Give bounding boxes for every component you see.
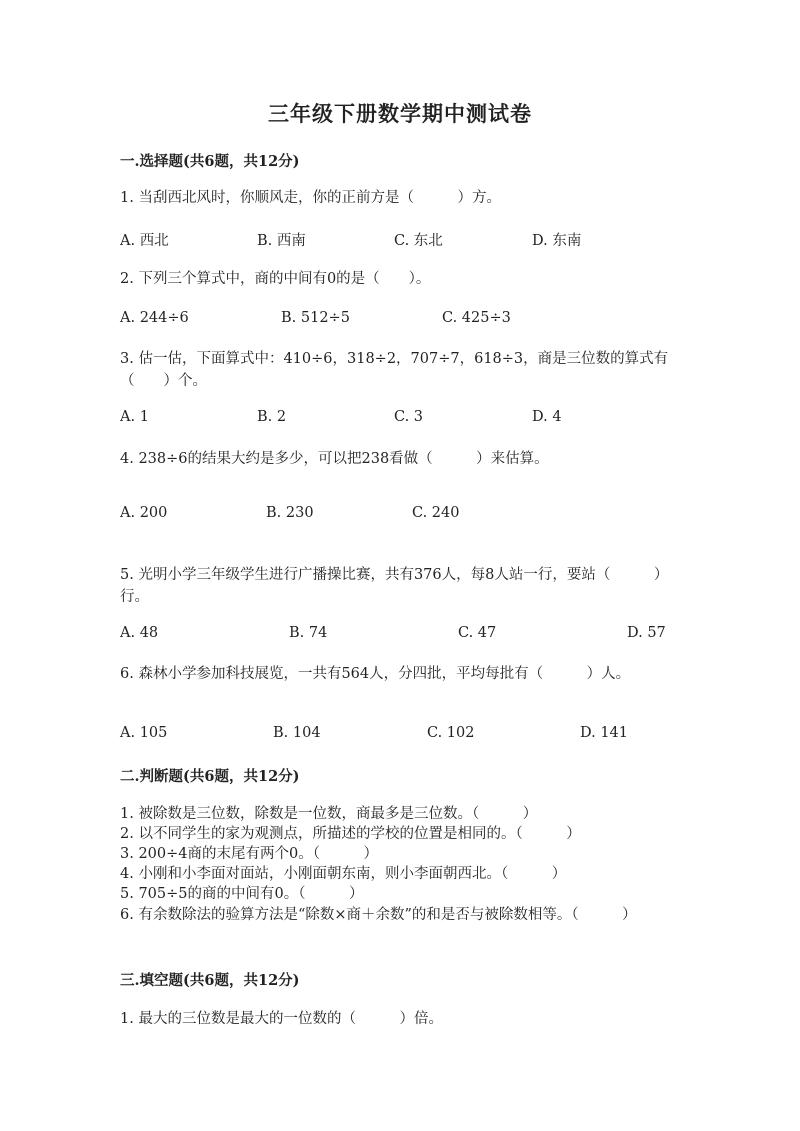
true-false-item-5: 5. 705÷5的商的中间有0。（ ）	[120, 886, 364, 902]
true-false-item-6: 6. 有余数除法的验算方法是“除数×商＋余数”的和是否与被除数相等。（ ）	[120, 907, 637, 923]
choice-q5-option-d: D. 57	[627, 625, 666, 641]
section-heading-choice: 一.选择题(共6题，共12分)	[120, 153, 300, 170]
choice-q1-option-c: C. 东北	[394, 233, 443, 249]
true-false-item-4: 4. 小刚和小李面对面站，小刚面朝东南，则小李面朝西北。（ ）	[120, 866, 567, 882]
choice-q3-option-d: D. 4	[532, 409, 562, 425]
choice-q4-option-a: A. 200	[120, 505, 168, 521]
page-title: 三年级下册数学期中测试卷	[268, 101, 532, 126]
choice-question-4: 4. 238÷6的结果大约是多少，可以把238看做（ ）来估算。	[120, 451, 549, 467]
choice-q1-option-a: A. 西北	[120, 233, 169, 249]
true-false-item-3: 3. 200÷4商的末尾有两个0。（ ）	[120, 846, 378, 862]
choice-q6-option-c: C. 102	[427, 725, 475, 741]
section-heading-fill-in: 三.填空题(共6题，共12分)	[120, 972, 300, 989]
fill-in-question-1: 1. 最大的三位数是最大的一位数的（ ）倍。	[120, 1011, 443, 1027]
choice-q5-option-b: B. 74	[289, 625, 328, 641]
choice-q3-option-b: B. 2	[257, 409, 287, 425]
choice-question-3: 3. 估一估，下面算式中：410÷6，318÷2，707÷7，618÷3，商是三位数的算式有（ ）个。	[120, 351, 669, 389]
choice-q6-option-a: A. 105	[120, 725, 168, 741]
choice-question-1: 1. 当刮西北风时，你顺风走，你的正前方是（ ）方。	[120, 190, 501, 206]
choice-q3-option-c: C. 3	[394, 409, 424, 425]
choice-question-6: 6. 森林小学参加科技展览，一共有564人，分四批，平均每批有（ ）人。	[120, 666, 631, 682]
choice-q1-option-d: D. 东南	[532, 233, 582, 249]
choice-q2-option-b: B. 512÷5	[281, 310, 350, 326]
choice-q1-option-b: B. 西南	[257, 233, 306, 249]
choice-q4-option-c: C. 240	[412, 505, 460, 521]
choice-q6-option-d: D. 141	[580, 725, 629, 741]
choice-question-5: 5. 光明小学三年级学生进行广播操比赛，共有376人，每8人站一行，要站（ ）行。	[120, 567, 669, 605]
choice-q5-option-c: C. 47	[458, 625, 497, 641]
choice-q4-option-b: B. 230	[266, 505, 314, 521]
true-false-item-2: 2. 以不同学生的家为观测点，所描述的学校的位置是相同的。（ ）	[120, 826, 581, 842]
choice-q2-option-c: C. 425÷3	[442, 310, 511, 326]
choice-q2-option-a: A. 244÷6	[120, 310, 189, 326]
choice-q5-option-a: A. 48	[120, 625, 159, 641]
choice-q3-option-a: A. 1	[120, 409, 149, 425]
choice-question-2: 2. 下列三个算式中，商的中间有0的是（ ）。	[120, 271, 431, 287]
section-heading-true-false: 二.判断题(共6题，共12分)	[120, 768, 300, 785]
true-false-item-1: 1. 被除数是三位数，除数是一位数，商最多是三位数。（ ）	[120, 806, 538, 822]
choice-q6-option-b: B. 104	[273, 725, 321, 741]
